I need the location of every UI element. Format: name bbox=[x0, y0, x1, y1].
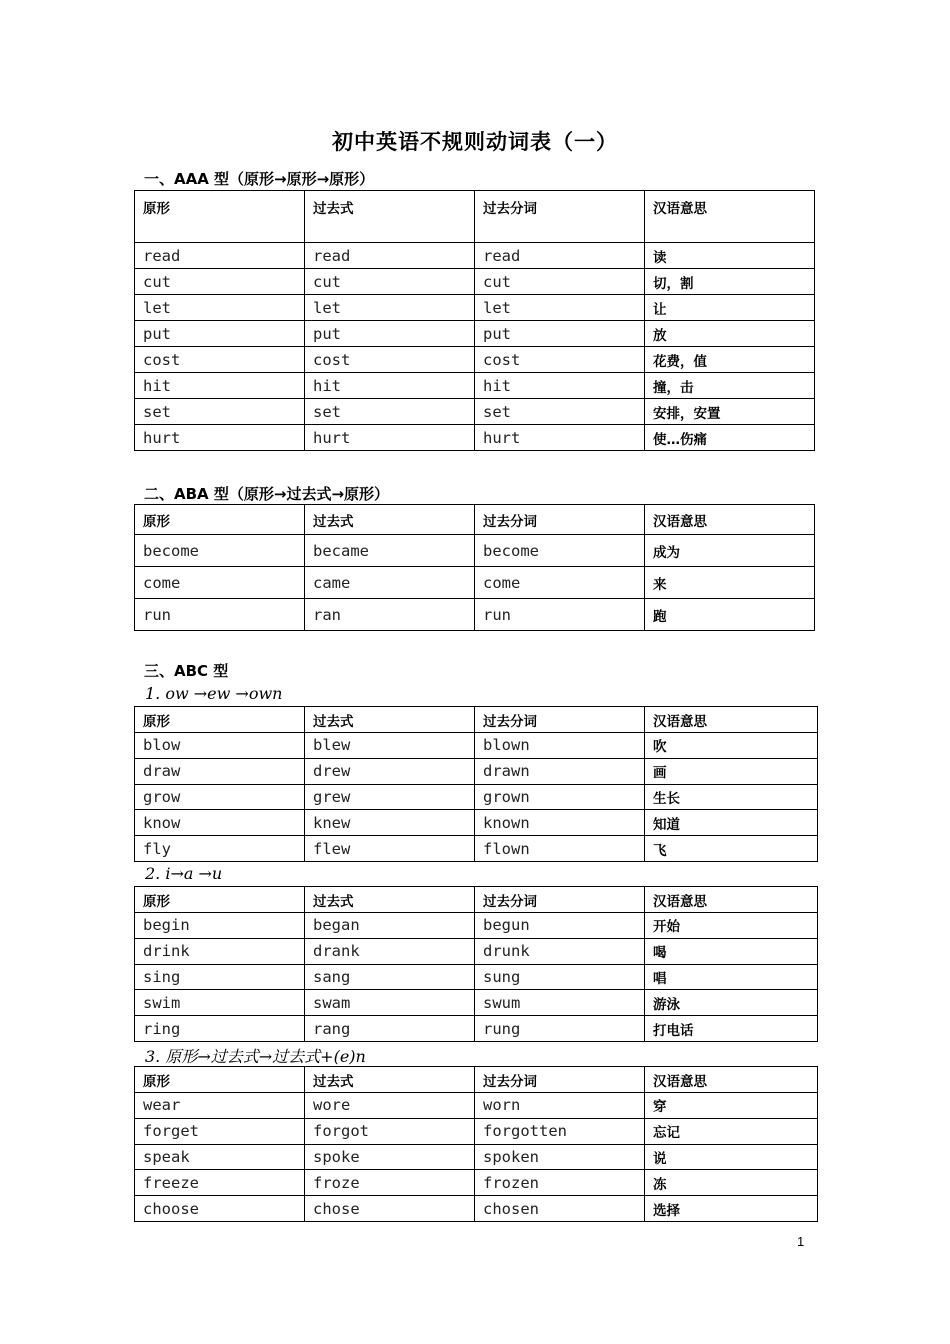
cell-chinese-meaning: 让 bbox=[645, 295, 815, 321]
header-past-tense: 过去式 bbox=[305, 887, 475, 913]
header-base-form: 原形 bbox=[135, 707, 305, 733]
header-past-participle: 过去分词 bbox=[475, 1067, 645, 1093]
section-heading-abc: 三、ABC 型 bbox=[144, 662, 229, 680]
table-row bbox=[135, 1144, 818, 1170]
table-row bbox=[135, 1170, 818, 1196]
cell-base-form: fly bbox=[135, 836, 305, 862]
cell-past-tense: let bbox=[305, 295, 475, 321]
cell-past-participle: worn bbox=[475, 1093, 645, 1119]
cell-base-form: let bbox=[135, 295, 305, 321]
cell-past-participle: known bbox=[475, 810, 645, 836]
cell-base-form: forget bbox=[135, 1118, 305, 1144]
table-row bbox=[135, 269, 815, 295]
cell-base-form: run bbox=[135, 599, 305, 631]
cell-chinese-meaning: 开始 bbox=[645, 913, 818, 939]
cell-past-participle: chosen bbox=[475, 1196, 645, 1222]
cell-past-tense: rang bbox=[305, 1016, 475, 1042]
table-row bbox=[135, 567, 815, 599]
header-chinese-meaning: 汉语意思 bbox=[645, 505, 815, 535]
table-row bbox=[135, 295, 815, 321]
cell-base-form: sing bbox=[135, 964, 305, 990]
header-past-participle: 过去分词 bbox=[475, 707, 645, 733]
cell-past-participle: blown bbox=[475, 733, 645, 759]
header-chinese-meaning: 汉语意思 bbox=[645, 1067, 818, 1093]
cell-chinese-meaning: 切，割 bbox=[645, 269, 815, 295]
cell-base-form: begin bbox=[135, 913, 305, 939]
cell-chinese-meaning: 知道 bbox=[645, 810, 818, 836]
header-chinese-meaning: 汉语意思 bbox=[645, 887, 818, 913]
cell-chinese-meaning: 撞，击 bbox=[645, 373, 815, 399]
cell-base-form: freeze bbox=[135, 1170, 305, 1196]
cell-chinese-meaning: 忘记 bbox=[645, 1118, 818, 1144]
cell-chinese-meaning: 花费，值 bbox=[645, 347, 815, 373]
cell-past-tense: came bbox=[305, 567, 475, 599]
table-row bbox=[135, 964, 818, 990]
cell-past-tense: cost bbox=[305, 347, 475, 373]
verb-table-aba bbox=[134, 504, 815, 631]
table-header-row bbox=[135, 707, 818, 733]
cell-past-tense: blew bbox=[305, 733, 475, 759]
cell-past-tense: put bbox=[305, 321, 475, 347]
cell-past-participle: swum bbox=[475, 990, 645, 1016]
table-header-row bbox=[135, 505, 815, 535]
cell-past-tense: drew bbox=[305, 758, 475, 784]
table-header-row bbox=[135, 887, 818, 913]
cell-chinese-meaning: 跑 bbox=[645, 599, 815, 631]
cell-past-participle: let bbox=[475, 295, 645, 321]
cell-past-participle: hit bbox=[475, 373, 645, 399]
cell-base-form: hurt bbox=[135, 425, 305, 451]
page-number: 1 bbox=[797, 1234, 805, 1249]
cell-chinese-meaning: 游泳 bbox=[645, 990, 818, 1016]
cell-base-form: know bbox=[135, 810, 305, 836]
table-row bbox=[135, 938, 818, 964]
cell-past-tense: drank bbox=[305, 938, 475, 964]
subheading-past-en: 3. 原形→过去式→过去式+(e)n bbox=[145, 1047, 366, 1066]
cell-past-tense: knew bbox=[305, 810, 475, 836]
cell-past-participle: spoken bbox=[475, 1144, 645, 1170]
table-row bbox=[135, 347, 815, 373]
cell-past-tense: grew bbox=[305, 784, 475, 810]
cell-base-form: put bbox=[135, 321, 305, 347]
cell-chinese-meaning: 说 bbox=[645, 1144, 818, 1170]
cell-past-tense: hit bbox=[305, 373, 475, 399]
cell-chinese-meaning: 成为 bbox=[645, 535, 815, 567]
section-heading-aba: 二、ABA 型（原形→过去式→原形） bbox=[144, 485, 390, 503]
cell-past-participle: flown bbox=[475, 836, 645, 862]
cell-past-participle: put bbox=[475, 321, 645, 347]
cell-past-participle: cost bbox=[475, 347, 645, 373]
cell-past-tense: sang bbox=[305, 964, 475, 990]
header-past-participle: 过去分词 bbox=[475, 887, 645, 913]
cell-base-form: drink bbox=[135, 938, 305, 964]
table-row bbox=[135, 399, 815, 425]
cell-past-tense: chose bbox=[305, 1196, 475, 1222]
cell-chinese-meaning: 选择 bbox=[645, 1196, 818, 1222]
header-chinese-meaning: 汉语意思 bbox=[645, 707, 818, 733]
cell-past-participle: run bbox=[475, 599, 645, 631]
table-row bbox=[135, 425, 815, 451]
cell-past-tense: wore bbox=[305, 1093, 475, 1119]
section-heading-aaa: 一、AAA 型（原形→原形→原形） bbox=[144, 170, 375, 188]
cell-past-participle: hurt bbox=[475, 425, 645, 451]
table-row bbox=[135, 758, 818, 784]
cell-past-tense: began bbox=[305, 913, 475, 939]
cell-chinese-meaning: 打电话 bbox=[645, 1016, 818, 1042]
table-row bbox=[135, 836, 818, 862]
cell-past-participle: begun bbox=[475, 913, 645, 939]
table-row bbox=[135, 784, 818, 810]
cell-past-participle: grown bbox=[475, 784, 645, 810]
cell-chinese-meaning: 放 bbox=[645, 321, 815, 347]
cell-past-participle: become bbox=[475, 535, 645, 567]
table-row bbox=[135, 373, 815, 399]
table-row bbox=[135, 1093, 818, 1119]
table-row bbox=[135, 913, 818, 939]
cell-base-form: hit bbox=[135, 373, 305, 399]
cell-past-tense: hurt bbox=[305, 425, 475, 451]
cell-past-participle: cut bbox=[475, 269, 645, 295]
cell-chinese-meaning: 使…伤痛 bbox=[645, 425, 815, 451]
cell-past-participle: come bbox=[475, 567, 645, 599]
header-past-participle: 过去分词 bbox=[475, 505, 645, 535]
cell-base-form: choose bbox=[135, 1196, 305, 1222]
table-row bbox=[135, 990, 818, 1016]
table-row bbox=[135, 810, 818, 836]
cell-base-form: ring bbox=[135, 1016, 305, 1042]
table-row bbox=[135, 321, 815, 347]
cell-chinese-meaning: 喝 bbox=[645, 938, 818, 964]
cell-base-form: swim bbox=[135, 990, 305, 1016]
cell-past-tense: froze bbox=[305, 1170, 475, 1196]
verb-table-i-a-u bbox=[134, 886, 818, 1042]
cell-base-form: read bbox=[135, 243, 305, 269]
verb-table-past-en bbox=[134, 1066, 818, 1222]
header-past-tense: 过去式 bbox=[305, 707, 475, 733]
cell-base-form: blow bbox=[135, 733, 305, 759]
cell-base-form: draw bbox=[135, 758, 305, 784]
cell-base-form: cut bbox=[135, 269, 305, 295]
header-base-form: 原形 bbox=[135, 505, 305, 535]
cell-past-participle: drawn bbox=[475, 758, 645, 784]
cell-chinese-meaning: 读 bbox=[645, 243, 815, 269]
table-header-row bbox=[135, 191, 815, 243]
table-row bbox=[135, 1118, 818, 1144]
cell-base-form: set bbox=[135, 399, 305, 425]
table-row bbox=[135, 1196, 818, 1222]
subheading-i-a-u: 2. i→a →u bbox=[145, 864, 223, 883]
cell-base-form: come bbox=[135, 567, 305, 599]
header-past-tense: 过去式 bbox=[305, 505, 475, 535]
cell-past-tense: ran bbox=[305, 599, 475, 631]
cell-chinese-meaning: 吹 bbox=[645, 733, 818, 759]
cell-chinese-meaning: 穿 bbox=[645, 1093, 818, 1119]
cell-chinese-meaning: 冻 bbox=[645, 1170, 818, 1196]
header-base-form: 原形 bbox=[135, 1067, 305, 1093]
table-header-row bbox=[135, 1067, 818, 1093]
cell-chinese-meaning: 安排，安置 bbox=[645, 399, 815, 425]
table-row bbox=[135, 733, 818, 759]
cell-past-tense: became bbox=[305, 535, 475, 567]
cell-base-form: grow bbox=[135, 784, 305, 810]
cell-past-participle: read bbox=[475, 243, 645, 269]
page-title: 初中英语不规则动词表（一） bbox=[332, 130, 618, 154]
cell-chinese-meaning: 唱 bbox=[645, 964, 818, 990]
cell-chinese-meaning: 来 bbox=[645, 567, 815, 599]
cell-past-participle: forgotten bbox=[475, 1118, 645, 1144]
cell-past-participle: set bbox=[475, 399, 645, 425]
header-past-participle: 过去分词 bbox=[475, 191, 645, 243]
cell-base-form: become bbox=[135, 535, 305, 567]
header-chinese-meaning: 汉语意思 bbox=[645, 191, 815, 243]
cell-past-tense: cut bbox=[305, 269, 475, 295]
cell-past-tense: forgot bbox=[305, 1118, 475, 1144]
subheading-ow-ew-own: 1. ow →ew →own bbox=[145, 684, 283, 703]
verb-table-aaa bbox=[134, 190, 815, 451]
cell-past-participle: drunk bbox=[475, 938, 645, 964]
cell-past-tense: spoke bbox=[305, 1144, 475, 1170]
cell-past-participle: sung bbox=[475, 964, 645, 990]
cell-base-form: wear bbox=[135, 1093, 305, 1119]
cell-chinese-meaning: 生长 bbox=[645, 784, 818, 810]
table-row bbox=[135, 599, 815, 631]
cell-past-tense: flew bbox=[305, 836, 475, 862]
header-base-form: 原形 bbox=[135, 887, 305, 913]
cell-base-form: speak bbox=[135, 1144, 305, 1170]
table-row bbox=[135, 535, 815, 567]
table-row bbox=[135, 1016, 818, 1042]
cell-chinese-meaning: 飞 bbox=[645, 836, 818, 862]
table-row bbox=[135, 243, 815, 269]
verb-table-ow-ew-own bbox=[134, 706, 818, 862]
cell-past-tense: swam bbox=[305, 990, 475, 1016]
header-past-tense: 过去式 bbox=[305, 191, 475, 243]
cell-past-participle: frozen bbox=[475, 1170, 645, 1196]
cell-base-form: cost bbox=[135, 347, 305, 373]
header-base-form: 原形 bbox=[135, 191, 305, 243]
cell-chinese-meaning: 画 bbox=[645, 758, 818, 784]
cell-past-participle: rung bbox=[475, 1016, 645, 1042]
header-past-tense: 过去式 bbox=[305, 1067, 475, 1093]
cell-past-tense: read bbox=[305, 243, 475, 269]
cell-past-tense: set bbox=[305, 399, 475, 425]
